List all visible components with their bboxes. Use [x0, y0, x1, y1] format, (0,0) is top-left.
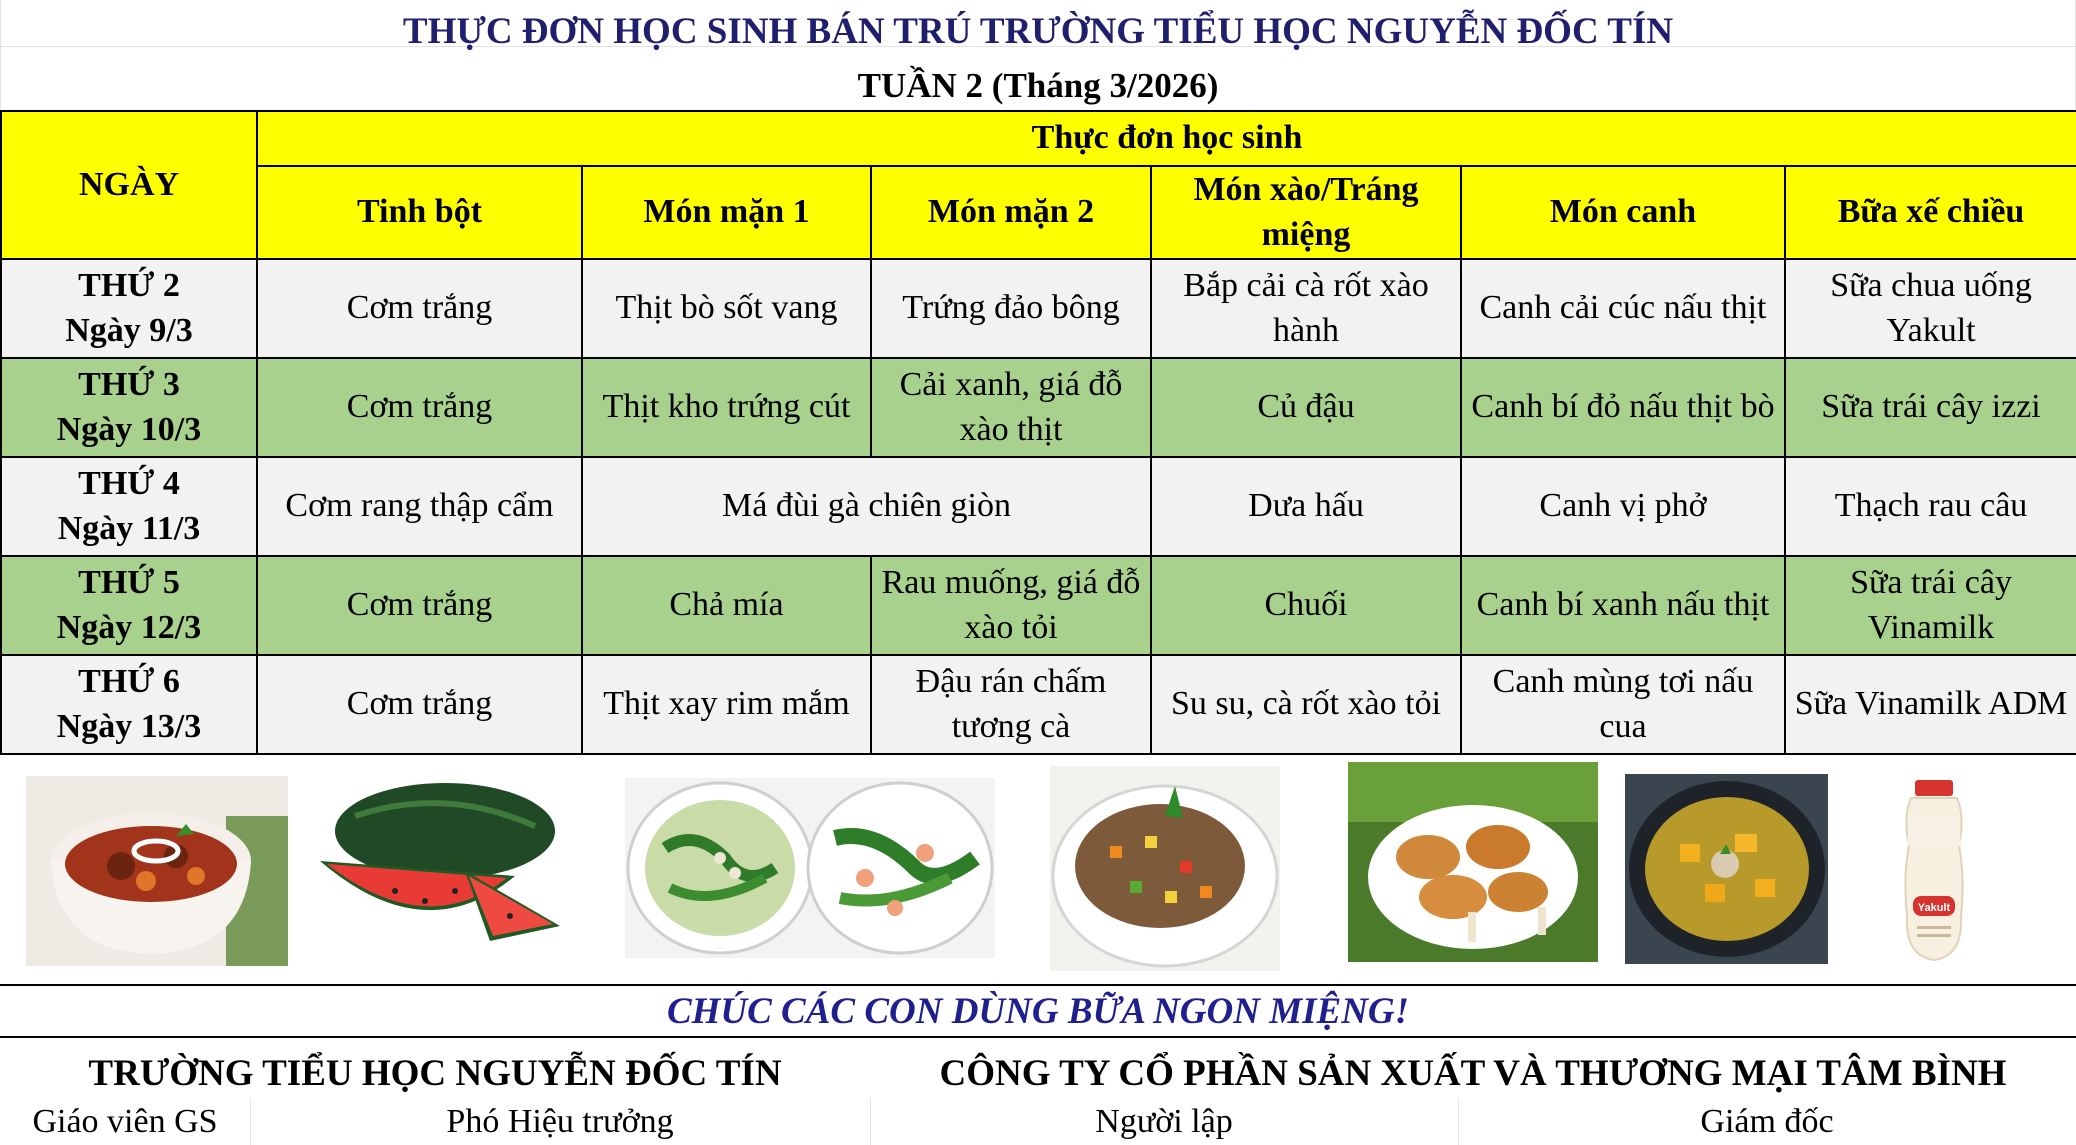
date: Ngày 10/3: [56, 410, 202, 448]
day-cell: [1, 259, 257, 358]
pumpkin-soup-photo: [1625, 774, 1828, 964]
cell-man-merged: Má đùi gà chiên giòn: [582, 457, 1151, 556]
col-header-tinh-bot: Tinh bột: [257, 166, 582, 259]
company-signature-title: CÔNG TY CỔ PHẦN SẢN XUẤT VÀ THƯƠNG MẠI TÂM BÌNH: [939, 1052, 2007, 1094]
weekday: THỨ 2: [78, 267, 180, 305]
day-cell: [1, 457, 257, 556]
cell-xao: Dưa hấu: [1151, 457, 1461, 556]
table-row: [1, 655, 2076, 754]
page-title: THỰC ĐƠN HỌC SINH BÁN TRÚ TRƯỜNG TIỂU HỌC NGUYỄN ĐỐC TÍN: [402, 10, 1674, 52]
cell-tinh-bot: Cơm rang thập cẩm: [257, 457, 582, 556]
cell-canh: Canh bí xanh nấu thịt: [1461, 556, 1785, 655]
date: Ngày 9/3: [65, 311, 193, 349]
cell-man-2: Cải xanh, giá đỗ xào thịt: [871, 358, 1151, 457]
school-signature-title: TRƯỜNG TIỂU HỌC NGUYỄN ĐỐC TÍN: [88, 1052, 782, 1094]
weekday: THỨ 4: [78, 465, 180, 503]
cell-tinh-bot: Cơm trắng: [257, 259, 582, 358]
column-header-row: [1, 166, 2076, 259]
watermelon-photo: [315, 776, 570, 956]
table-row: [1, 358, 2076, 457]
col-header-man-1: Món mặn 1: [582, 166, 871, 259]
group-header: Thực đơn học sinh: [257, 111, 2076, 166]
cell-tinh-bot: Cơm trắng: [257, 655, 582, 754]
weekday: THỨ 3: [78, 366, 180, 404]
cell-xe-chieu: Thạch rau câu: [1785, 457, 2076, 556]
week-subtitle: TUẦN 2 (Tháng 3/2026): [0, 62, 2076, 112]
food-photo-strip: [0, 756, 2076, 986]
yakult-label: Yakult: [1917, 902, 1951, 914]
col-header-xe-chieu: Bữa xế chiều: [1785, 166, 2076, 259]
day-cell: [1, 655, 257, 754]
fried-chicken-photo: [1348, 762, 1598, 962]
day-cell: [1, 358, 257, 457]
cell-xe-chieu: Sữa trái cây izzi: [1785, 358, 2076, 457]
cheer-banner: CHÚC CÁC CON DÙNG BỮA NGON MIỆNG!: [0, 984, 2076, 1038]
cell-xao: Su su, cà rốt xào tỏi: [1151, 655, 1461, 754]
role-preparer: Người lập: [1095, 1102, 1233, 1140]
col-header-man-2: Món mặn 2: [871, 166, 1151, 259]
cell-xe-chieu: Sữa trái cây Vinamilk: [1785, 556, 2076, 655]
cell-xe-chieu: Sữa Vinamilk ADM: [1785, 655, 2076, 754]
col-header-canh: Món canh: [1461, 166, 1785, 259]
table-row: [1, 556, 2076, 655]
role-supervising-teacher: Giáo viên GS: [32, 1102, 218, 1140]
menu-table: [0, 110, 2076, 755]
date: Ngày 13/3: [56, 707, 202, 745]
day-header: NGÀY: [1, 111, 257, 259]
cell-canh: Canh vị phở: [1461, 457, 1785, 556]
header-row: [1, 111, 2076, 166]
stir-fry-photo: [1050, 766, 1280, 971]
day-cell: [1, 556, 257, 655]
date: Ngày 12/3: [56, 608, 202, 646]
cell-xao: Củ đậu: [1151, 358, 1461, 457]
cell-xao: Bắp cải cà rốt xào hành: [1151, 259, 1461, 358]
cell-man-2: Rau muống, giá đỗ xào tỏi: [871, 556, 1151, 655]
cell-canh: Canh bí đỏ nấu thịt bò: [1461, 358, 1785, 457]
weekday: THỨ 5: [78, 564, 180, 602]
cell-man-1: Thịt bò sốt vang: [582, 259, 871, 358]
table-row: [1, 457, 2076, 556]
cell-man-2: Đậu rán chấm tương cà: [871, 655, 1151, 754]
yakult-bottle-photo: [1895, 776, 1973, 966]
cell-xao: Chuối: [1151, 556, 1461, 655]
cell-xe-chieu: Sữa chua uống Yakult: [1785, 259, 2076, 358]
role-director: Giám đốc: [1700, 1102, 1834, 1140]
beef-stew-photo: [26, 776, 288, 966]
table-row: [1, 259, 2076, 358]
cell-man-1: Thịt kho trứng cút: [582, 358, 871, 457]
cell-man-1: Chả mía: [582, 556, 871, 655]
cell-tinh-bot: Cơm trắng: [257, 358, 582, 457]
col-header-xao: Món xào/Tráng miệng: [1151, 166, 1461, 259]
cell-tinh-bot: Cơm trắng: [257, 556, 582, 655]
greens-soup-photo: [625, 778, 995, 958]
cell-man-2: Trứng đảo bông: [871, 259, 1151, 358]
cell-man-1: Thịt xay rim mắm: [582, 655, 871, 754]
date: Ngày 11/3: [57, 509, 201, 547]
weekday: THỨ 6: [78, 663, 180, 701]
cell-canh: Canh mùng tơi nấu cua: [1461, 655, 1785, 754]
role-vice-principal: Phó Hiệu trưởng: [446, 1102, 674, 1140]
cell-canh: Canh cải cúc nấu thịt: [1461, 259, 1785, 358]
